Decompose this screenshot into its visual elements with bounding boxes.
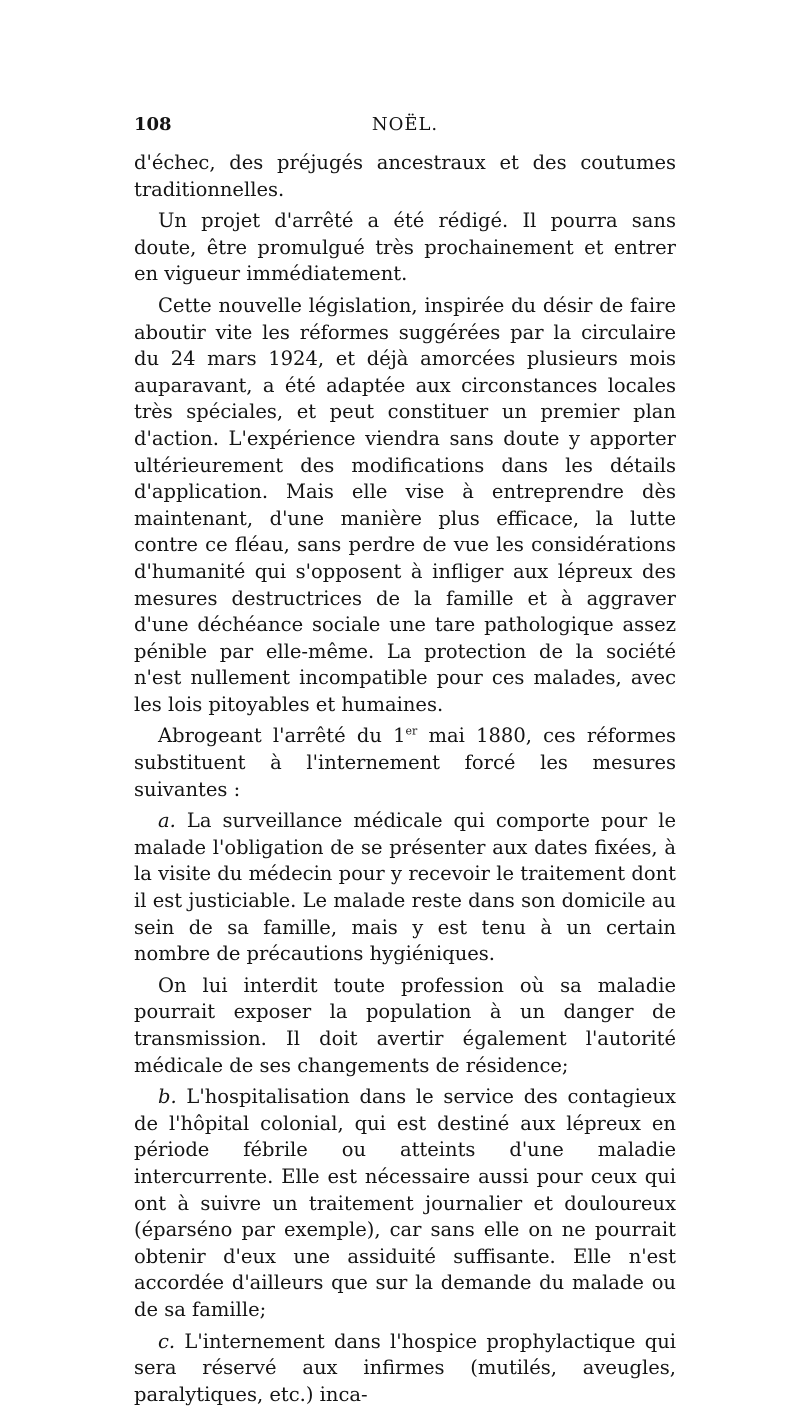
list-item-text: L'internement dans l'hospice prophylactique qui sera réservé aux infirmes (mutilés, aveugles, paralytiques, etc.) inca- bbox=[134, 1329, 676, 1406]
page-header bbox=[134, 114, 676, 144]
paragraph-text: Cette nouvelle législation, inspirée du désir de faire aboutir vite les réformes suggérées par la circulaire du 24 mars 1924, et déjà amorcées plusieurs mois auparavant, a été adaptée aux circonstances locales très spéciales, et peut constituer un premier plan d'action. L'expérience viendra sans doute y apporter ultérieurement des modifications dans les détails d'application. Mais elle vise à entreprendre dès maintenant, d'une manière plus efficace, la lutte contre ce fléau, sans perdre de vue les considérations d'humanité qui s'opposent à infliger aux lépreux des mesures destructrices de la famille et à aggraver d'une déchéance sociale une tare pathologique assez pénible par elle-même. La protection de la société n'est nullement incompatible pour ces malades, avec les lois pitoyables et humaines. bbox=[134, 293, 676, 716]
list-item-a bbox=[134, 808, 676, 968]
body-text bbox=[134, 150, 676, 1408]
list-item-text: L'hospitalisation dans le service des contagieux de l'hôpital colonial, qui est destiné aux lépreux en période fébrile ou atteints d'une maladie intercurrente. Elle est nécessaire aussi pour ceux qui ont à suivre un traitement journalier et douloureux (éparséno par exemple), car sans elle on ne pourrait obtenir d'eux une assiduité suffisante. Elle n'est accordée d'ailleurs que sur la demande du malade ou de sa famille; bbox=[134, 1085, 676, 1321]
paragraph-text-start: Abrogeant l'arrêté du 1 bbox=[158, 724, 406, 748]
ordinal-superscript: er bbox=[405, 724, 418, 738]
list-marker: b. bbox=[158, 1085, 177, 1109]
paragraph bbox=[134, 208, 676, 288]
paragraph bbox=[134, 973, 676, 1079]
paragraph bbox=[134, 723, 676, 803]
paragraph-text: d'échec, des préjugés ancestraux et des coutumes traditionnelles. bbox=[134, 151, 676, 201]
paragraph-text: On lui interdit toute profession où sa maladie pourrait exposer la population à un danger de transmission. Il doit avertir également l'autorité médicale de ses changements de résidence; bbox=[134, 973, 676, 1077]
paragraph bbox=[134, 150, 676, 203]
list-marker: c. bbox=[158, 1329, 176, 1353]
list-item-b bbox=[134, 1084, 676, 1323]
list-item-c bbox=[134, 1329, 676, 1408]
paragraph bbox=[134, 293, 676, 719]
paragraph-text-end: mai 1880, ces réformes substituent à l'internement forcé les mesures suivantes : bbox=[134, 724, 676, 801]
list-item-text: La surveillance médicale qui comporte pour le malade l'obligation de se présenter aux dates fixées, à la visite du médecin pour y recevoir le traitement dont il est justiciable. Le malade reste dans son domicile au sein de sa famille, mais y est tenu à un certain nombre de précautions hygiéniques. bbox=[134, 809, 676, 966]
running-title: NOËL. bbox=[371, 114, 439, 135]
list-marker: a. bbox=[158, 809, 176, 833]
paragraph-text: Un projet d'arrêté a été rédigé. Il pourra sans doute, être promulgué très prochainement et entrer en vigueur immédiatement. bbox=[134, 209, 676, 286]
page-number: 108 bbox=[134, 114, 172, 135]
